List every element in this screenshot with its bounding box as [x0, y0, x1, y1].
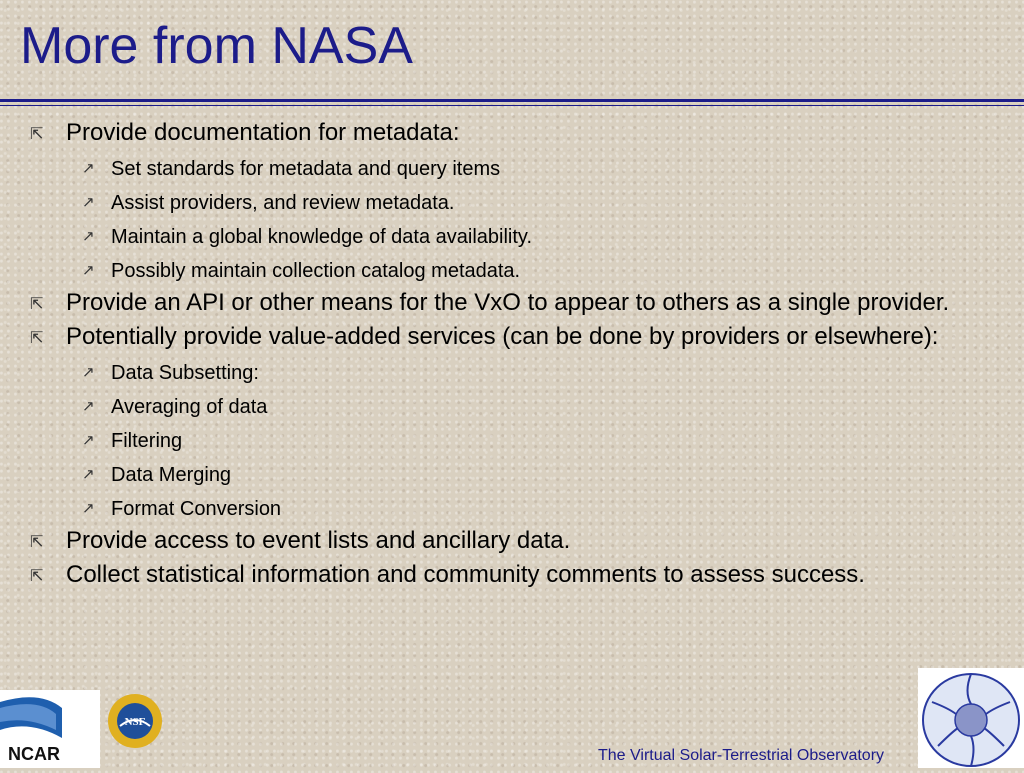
- bullet-text: Filtering: [111, 430, 183, 452]
- title-rule-thick: [0, 99, 1024, 102]
- bullet-text: Provide documentation for metadata:: [66, 119, 460, 146]
- sub-bullet-item: [0, 462, 1024, 488]
- bullet-text: Format Conversion: [111, 498, 282, 520]
- sub-bullet-arrow-icon: ↗: [82, 364, 95, 381]
- bullet-text: Averaging of data: [111, 396, 268, 418]
- sub-bullet-arrow-icon: ↗: [82, 500, 95, 517]
- bullet-item: [0, 287, 1024, 318]
- bullet-arrow-icon: ⇱: [30, 296, 44, 313]
- bullet-item: [0, 321, 1024, 352]
- sub-bullet-arrow-icon: ↗: [82, 398, 95, 415]
- sub-bullet-arrow-icon: ↗: [82, 466, 95, 483]
- bullet-text: Provide an API or other means for the VxO to appear to others as a single provider.: [66, 289, 950, 316]
- sub-bullet-item: [0, 156, 1024, 182]
- sub-bullet-arrow-icon: ↗: [82, 262, 95, 279]
- sub-bullet-arrow-icon: ↗: [82, 432, 95, 449]
- sub-bullet-item: [0, 496, 1024, 522]
- footer-text: The Virtual Solar-Terrestrial Observatory: [598, 747, 885, 764]
- bullet-arrow-icon: ⇱: [30, 534, 44, 551]
- svg-text:NCAR: NCAR: [8, 744, 60, 764]
- bullet-item: [0, 559, 1024, 590]
- slide-title: More from NASA: [20, 17, 413, 75]
- bullet-arrow-icon: ⇱: [30, 330, 44, 347]
- bullet-item: [0, 117, 1024, 148]
- title-rule-thin: [0, 105, 1024, 106]
- sub-bullet-item: [0, 360, 1024, 386]
- bullet-list: [0, 114, 1024, 590]
- bullet-arrow-icon: ⇱: [30, 568, 44, 585]
- sub-bullet-item: [0, 190, 1024, 216]
- sub-bullet-item: [0, 258, 1024, 284]
- sub-bullet-arrow-icon: ↗: [82, 228, 95, 245]
- sub-bullet-item: [0, 394, 1024, 420]
- bullet-text: Potentially provide value-added services (can be done by providers or elsewhere):: [66, 323, 939, 350]
- bullet-text: Data Subsetting:: [111, 362, 259, 384]
- bullet-text: Assist providers, and review metadata.: [111, 192, 455, 214]
- bullet-text: Set standards for metadata and query items: [111, 158, 501, 180]
- bullet-item: [0, 525, 1024, 556]
- sub-bullet-item: [0, 224, 1024, 250]
- bullet-arrow-icon: ⇱: [30, 126, 44, 143]
- sub-bullet-arrow-icon: ↗: [82, 194, 95, 211]
- bullet-text: Collect statistical information and community comments to assess success.: [66, 561, 865, 588]
- bullet-text: Possibly maintain collection catalog metadata.: [111, 260, 521, 282]
- sub-bullet-arrow-icon: ↗: [82, 160, 95, 177]
- bullet-text: Maintain a global knowledge of data availability.: [111, 226, 533, 248]
- bullet-text: Provide access to event lists and ancillary data.: [66, 527, 571, 554]
- nsf-logo: [106, 690, 164, 752]
- sub-bullet-item: [0, 428, 1024, 454]
- bullet-text: Data Merging: [111, 464, 232, 486]
- ncar-logo: [0, 690, 100, 768]
- vso-logo: [918, 668, 1024, 768]
- svg-text:NSF: NSF: [124, 716, 146, 728]
